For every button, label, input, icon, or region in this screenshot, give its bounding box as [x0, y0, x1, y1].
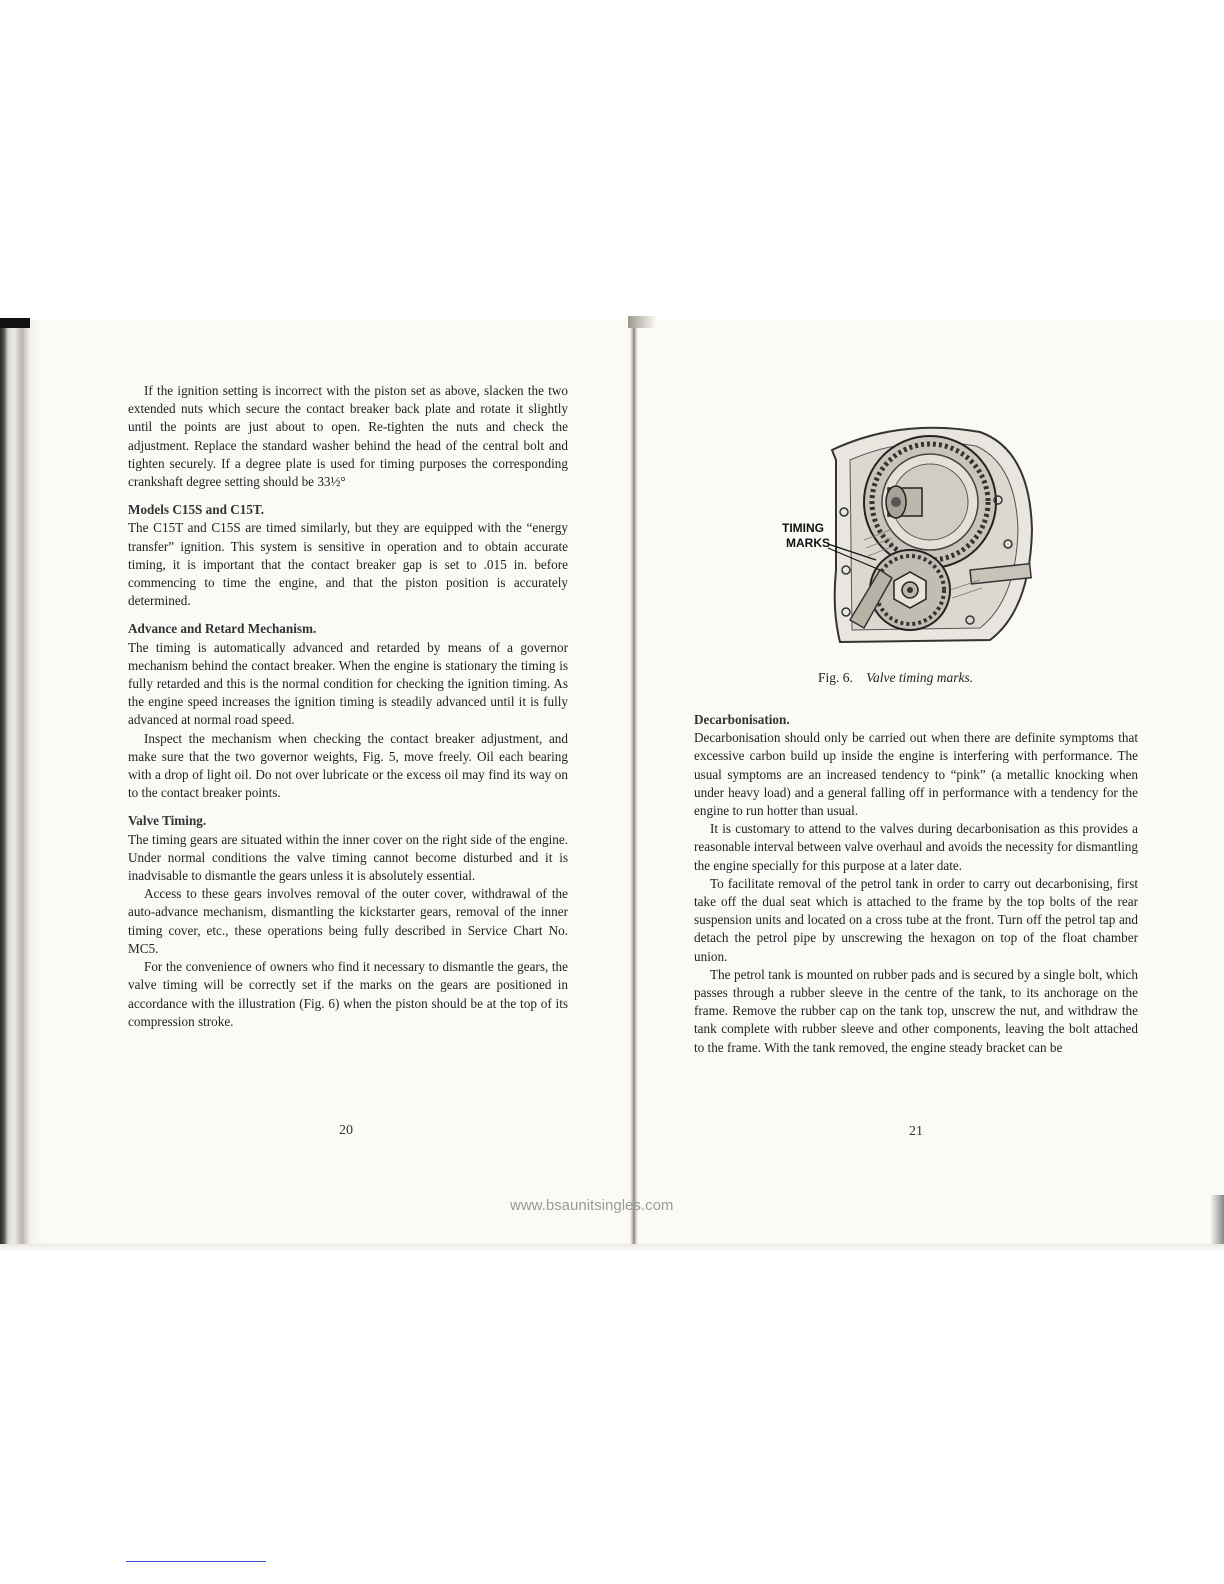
- section-heading-decarbonisation: Decarbonisation.: [694, 712, 790, 727]
- paragraph: If the ignition setting is incorrect with the piston set as above, slacken the two extended nuts which secure the contact breaker back plate and rotate it slightly until the points are just about to open. Re-tighten the nuts and check the adjustment. Replace the standard washer behind the head of the central bolt and tighten securely. If a degree plate is used for timing purposes the corresponding crankshaft degree setting should be 33½°: [128, 383, 568, 490]
- paragraph: The timing gears are situated within the inner cover on the right side of the engine. Under normal conditions the valve timing cannot become disturbed and it is inadvisable to dismantle the gears unless it is absolutely essential.: [128, 831, 568, 884]
- left-page-edge: [0, 320, 42, 1250]
- figure-label-marks: MARKS: [786, 536, 830, 550]
- paragraph: Access to these gears involves removal of the outer cover, withdrawal of the auto-advance mechanism, dismantling the kickstarter gears, removal of the inner timing cover, etc., these operations being fully described in Service Chart No. MC5.: [128, 886, 568, 956]
- book-gutter: [630, 318, 638, 1250]
- left-page-edge-top: [0, 318, 30, 328]
- paragraph: It is customary to attend to the valves during decarbonisation as this provides a reasonable interval between valve overhaul and avoids the necessity for dismantling the engine specially for this purpose at a later date.: [694, 821, 1138, 873]
- figure-label-timing: TIMING: [782, 521, 824, 535]
- page-number-left: 20: [339, 1123, 353, 1138]
- paragraph: For the convenience of owners who find it necessary to dismantle the gears, the valve timing will be correctly set if the marks on the gears are positioned in accordance with the illustration (Fig. 6) when the piston should be at the top of its compression stroke.: [128, 959, 568, 1029]
- link-underline: [126, 1561, 266, 1562]
- right-page-edge: [1210, 1195, 1224, 1250]
- left-page-text: [128, 382, 568, 1031]
- watermark-url: www.bsaunitsingles.com: [510, 1197, 674, 1214]
- bottom-shadow: [0, 1244, 1224, 1252]
- valve-timing-figure: [780, 420, 1040, 652]
- paragraph: To facilitate removal of the petrol tank in order to carry out decarbonising, first take off the dual seat which is attached to the frame by the top bolts of the rear suspension units and located on a cross tube at the front. Turn off the petrol tap and detach the petrol pipe by unscrewing the hexagon on top of the float chamber union.: [694, 875, 1138, 964]
- page-number-right: 21: [909, 1124, 923, 1139]
- paragraph: The timing is automatically advanced and retarded by means of a governor mechanism behind the contact breaker. When the engine is stationary the timing is fully retarded and this is the normal condition for checking the ignition timing. As the engine speed increases the ignition timing is steadily advanced until it is fully advanced at normal road speed.: [128, 639, 568, 728]
- section-heading-advance: Advance and Retard Mechanism.: [128, 621, 317, 637]
- paragraph: The petrol tank is mounted on rubber pads and is secured by a single bolt, which passes through a rubber sleeve in the centre of the tank, to its anchorage on the frame. Remove the rubber cap on the tank top, unscrew the nut, and withdraw the tank complete with rubber sleeve and other components, leaving the bolt attached to the frame. With the tank removed, the engine steady bracket can be: [694, 966, 1138, 1055]
- paragraph: Inspect the mechanism when checking the contact breaker adjustment, and make sure that the two governor weights, Fig. 5, move freely. Oil each bearing with a drop of light oil. Do not over lubricate or the excess oil may find its way on to the contact breaker points.: [128, 730, 568, 801]
- gutter-shadow: [628, 316, 656, 328]
- paragraph: The C15T and C15S are timed similarly, but they are equipped with the “energy transfer” ignition. This system is sensitive in operation and to obtain accurate timing, it is important that the contact breaker gap is set to .015 in. before commencing to time the engine, and that the piston position is accurately determined.: [128, 520, 568, 609]
- figure-caption: [818, 670, 973, 686]
- right-page-text: [694, 711, 1138, 1057]
- figure-caption-label: Fig. 6.: [818, 670, 853, 685]
- paragraph: Decarbonisation should only be carried out when there are definite symptoms that excessive carbon build up inside the engine is interfering with performance. The usual symptoms are an increased tendency to “pink” (a metallic knocking when under heavy load) and a general falling off in performance with a tendency for the engine to run hotter than usual.: [694, 730, 1138, 819]
- section-heading-models: Models C15S and C15T.: [128, 502, 265, 518]
- figure-caption-text: Valve timing marks.: [866, 670, 974, 685]
- section-heading-valve-timing: Valve Timing.: [128, 813, 207, 829]
